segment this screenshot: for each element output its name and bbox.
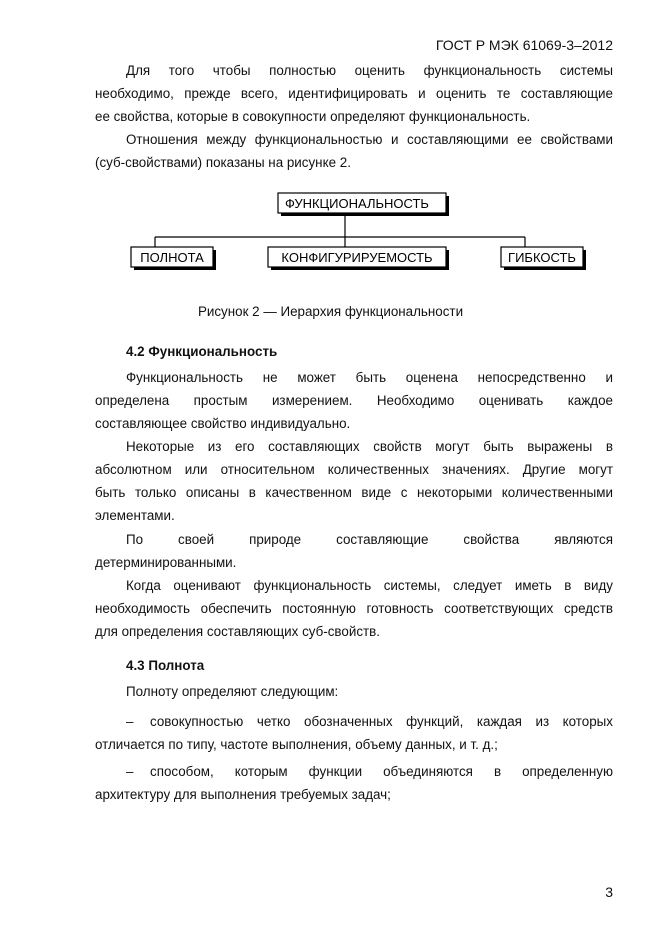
section-4-2-paragraph-2	[95, 435, 613, 527]
section-4-3-list-item-2	[95, 760, 613, 806]
text-line: детерминированными.	[95, 555, 237, 570]
text-line: Полноту определяют следующим:	[126, 684, 339, 699]
text-line: элементами.	[95, 508, 175, 523]
text-line: для определения составляющих суб-свойств.	[95, 624, 380, 639]
section-4-3-intro	[95, 680, 613, 703]
text-line: необходимо, прежде всего, идентифицировать и оценить те составляющие	[95, 86, 613, 101]
section-4-2-paragraph-4	[95, 574, 613, 643]
section-heading-4-2: 4.2 Функциональность	[126, 344, 278, 359]
text-line	[95, 710, 613, 733]
text-line: (суб-свойствами) показаны на рисунке 2.	[95, 155, 351, 170]
section-heading-4-3: 4.3 Полнота	[126, 658, 205, 673]
text-line: Некоторые из его составляющих свойств могут быть выражены в	[126, 439, 613, 454]
text-line: составляющее свойство индивидуально.	[95, 416, 351, 431]
root-label: ФУНКЦИОНАЛЬНОСТЬ	[285, 196, 429, 211]
list-item-text: способом, которым функции объединяются в определенную	[150, 764, 613, 779]
section-4-2-paragraph-1	[95, 366, 613, 435]
section-4-3-list-item-1	[95, 710, 613, 756]
page-number: 3	[605, 884, 613, 900]
text-line: абсолютном или относительном количественных значениях. Другие могут	[95, 462, 613, 477]
text-line: Функциональность не может быть оценена непосредственно и	[126, 370, 613, 385]
text-line: быть только описаны в качественном виде с некоторыми количественными	[95, 485, 613, 500]
child-label-flexibility: ГИБКОСТЬ	[508, 250, 576, 265]
child-label-configurability: КОНФИГУРИРУЕМОСТЬ	[281, 250, 433, 265]
document-header: ГОСТ Р МЭК 61069-3–2012	[435, 37, 613, 53]
text-line: Для того чтобы полностью оценить функциональность системы	[126, 63, 613, 78]
hierarchy-diagram	[0, 0, 661, 300]
text-line: отличается по типу, частоте выполнения, объему данных, и т. д.;	[95, 737, 498, 752]
text-line: определена простым измерением. Необходимо оценивать каждое	[95, 393, 613, 408]
text-line: Отношения между функциональностью и составляющими ее свойствами	[126, 132, 613, 147]
text-line	[95, 760, 613, 783]
section-4-2-paragraph-3	[95, 528, 613, 574]
list-dash: –	[126, 764, 134, 779]
text-line: Когда оценивают функциональность системы, следует иметь в виду	[126, 578, 613, 593]
text-line: необходимость обеспечить постоянную готовность соответствующих средств	[95, 601, 613, 616]
child-label-completeness: ПОЛНОТА	[140, 250, 204, 265]
text-line: По своей природе составляющие свойства являются	[126, 532, 613, 547]
text-line: ее свойства, которые в совокупности определяют функциональность.	[95, 109, 531, 124]
figure-caption: Рисунок 2 — Иерархия функциональности	[197, 304, 464, 319]
list-dash: –	[126, 714, 134, 729]
list-item-text: совокупностью четко обозначенных функций, каждая из которых	[150, 714, 613, 729]
text-line: архитектуру для выполнения требуемых задач;	[95, 787, 391, 802]
